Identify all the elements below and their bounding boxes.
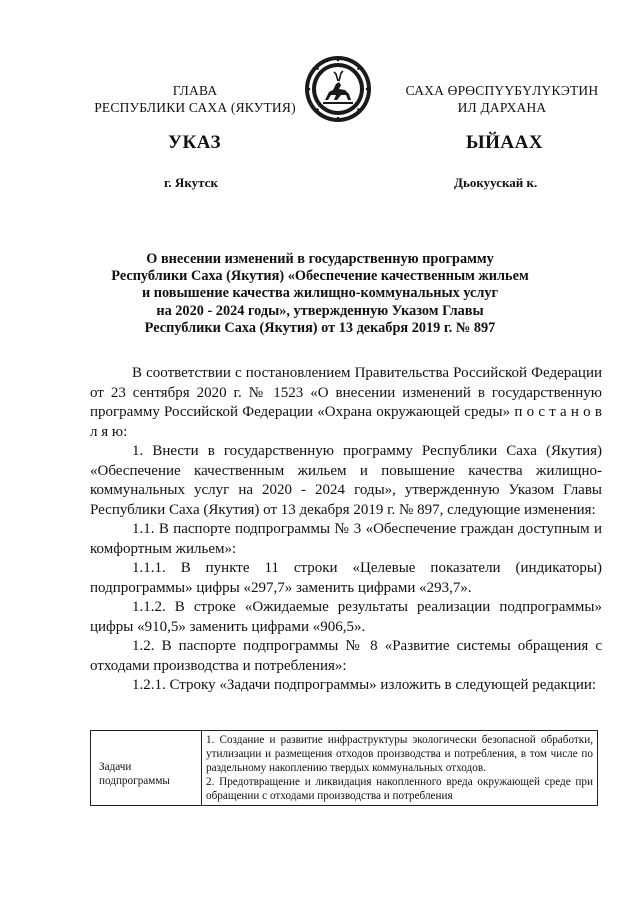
- paragraph-item-1: 1. Внести в государственную программу Республики Саха (Якутия) «Обеспечение качественным жильем и повышение качества жилищно-коммунальных услуг на 2020 - 2024 годы», утвержденную Указом Главы Республики Саха (Якутия) от 13 декабря 2019 г. № 897, следующие изменения:: [90, 443, 602, 518]
- decree-body: [90, 364, 602, 696]
- header-left-line2: РЕСПУБЛИКИ САХА (ЯКУТИЯ): [94, 100, 296, 115]
- title-line: О внесении изменений в государственную программу: [146, 251, 494, 267]
- paragraph-item-1-1-1: 1.1.1. В пункте 11 строки «Целевые показатели (индикаторы) подпрограммы» цифры «297,7» заменить цифрами «293,7».: [90, 560, 602, 596]
- document-title: [90, 251, 550, 337]
- title-line: на 2020 - 2024 годы», утвержденную Указом Главы: [156, 302, 484, 319]
- city-ru: г. Якутск: [164, 175, 218, 190]
- header-right-line2: ИЛ ДАРХАНА: [457, 100, 547, 115]
- task-item-1: 1. Создание и развитие инфраструктуры экологически безопасной обработки, утилизации и размещения отходов производства и потребления, в том числе по раздельному накоплению твердых коммунальных отходов.: [206, 734, 593, 774]
- header-left: [80, 82, 310, 116]
- doc-type-sakha: ЫЙААХ: [466, 132, 544, 153]
- subprogram-tasks-table: [90, 730, 598, 806]
- table-row: [91, 731, 598, 806]
- title-line: Республики Саха (Якутия) от 13 декабря 2019 г. № 897: [144, 319, 496, 336]
- header-right: [388, 82, 616, 116]
- paragraph-item-1-2-1: 1.2.1. Строку «Задачи подпрограммы» изложить в следующей редакции:: [132, 677, 597, 693]
- doc-type-ru: УКАЗ: [168, 132, 221, 153]
- paragraph-preamble: В соответствии с постановлением Правительства Российской Федерации от 23 сентября 2020 г. № 1523 «О внесении изменений в государственную программу Российской Федерации «Охрана окружающей среды» п о с т а н о в л я ю:: [90, 365, 602, 440]
- table-cell-value: [202, 731, 598, 806]
- paragraph-item-1-1-2: 1.1.2. В строке «Ожидаемые результаты реализации подпрограммы» цифры «910,5» заменить цифрами «906,5».: [90, 599, 602, 635]
- header-left-line1: ГЛАВА: [172, 83, 218, 98]
- coat-of-arms-sakha-icon: [303, 54, 373, 124]
- city-sakha: Дьокуускай к.: [454, 175, 538, 190]
- task-item-2: 2. Предотвращение и ликвидация накопленного вреда окружающей среде при обращении с отходами производства и потребления: [206, 776, 593, 802]
- paragraph-item-1-1: 1.1. В паспорте подпрограммы № 3 «Обеспечение граждан доступным и комфортным жильем»:: [90, 521, 602, 557]
- header-right-line1: САХА ӨРӨСПҮҮБҮЛҮКЭТИН: [405, 83, 599, 98]
- table-cell-label: Задачи подпрограммы: [91, 731, 202, 806]
- paragraph-item-1-2: 1.2. В паспорте подпрограммы № 8 «Развитие системы обращения с отходами производства и потребления»:: [90, 638, 602, 674]
- title-line: Республики Саха (Якутия) «Обеспечение качественным жильем: [111, 268, 529, 285]
- title-line: и повышение качества жилищно-коммунальных услуг: [141, 285, 499, 302]
